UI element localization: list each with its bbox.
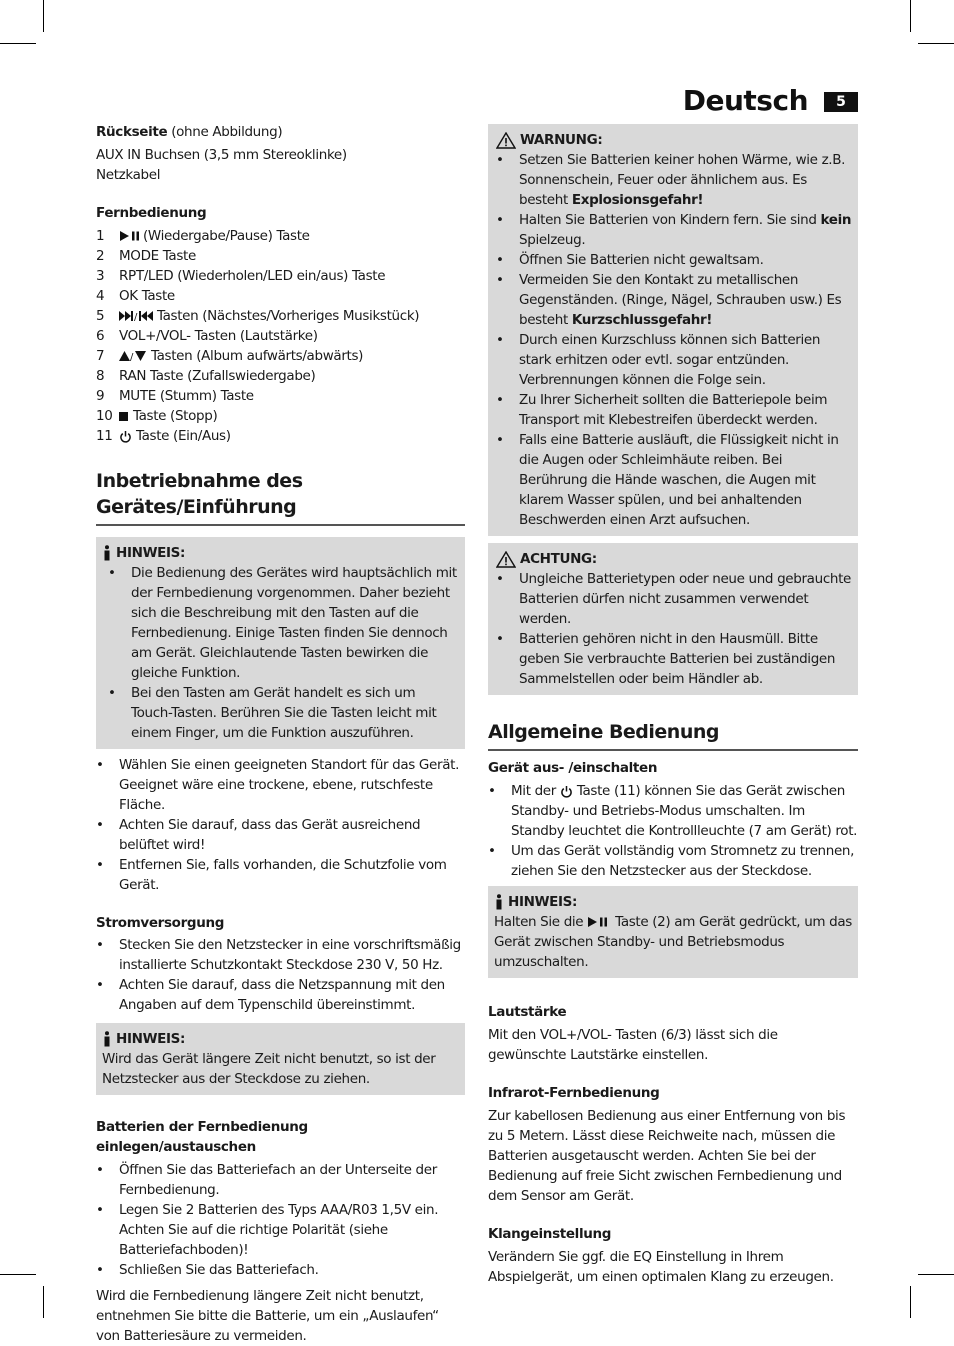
item-text: RPT/LED (Wiederholen/LED ein/aus) Taste [119,268,386,284]
rear-line: Netzkabel [96,167,161,183]
note-label: HINWEIS: [508,894,578,910]
item-text: Tasten (Nächstes/Vorheriges Musikstück) [153,308,420,324]
item-number: 3 [96,268,105,284]
ir-heading: Infrarot-Fernbedienung [488,1085,660,1101]
item-text: VOL+/VOL- Tasten (Lautstärke) [119,328,318,344]
item-text: Zu Ihrer Sicherheit sollten die Batteriepole beim Transport mit Klebestreifen überdeckt werden. [519,392,828,428]
item-text: Spielzeug. [519,232,586,248]
note-text: Wird das Gerät längere Zeit nicht benutzt, so ist der Netzstecker aus der Steckdose zu ziehen. [102,1051,436,1087]
crop-mark [918,1274,954,1275]
play-pause-icon [587,914,611,930]
item-text: Setzen Sie Batterien keiner hohen Wärme, wie z.B. Sonnenschein, Feuer oder ähnlichem aus. Es besteht [519,152,846,208]
rear-heading [96,122,465,142]
item-text: Durch einen Kurzschluss können sich Batterien stark erhitzen oder evtl. sogar entzünden. Verbrennungen können die Folge sein. [519,332,821,388]
remote-heading: Fernbedienung [96,205,207,221]
note-label: HINWEIS: [116,1031,186,1047]
list-item [96,266,465,286]
section-title: Inbetriebnahme des Gerätes/Einführung [96,468,465,526]
svg-text:/: / [134,312,138,322]
info-icon [102,545,112,561]
batteries-list [96,1160,465,1280]
item-emphasis: Explosionsgefahr! [571,192,704,208]
page-number-badge: 5 [824,92,858,112]
list-item [496,250,852,270]
note-heading [102,543,459,563]
list-item: • Öffnen Sie das Batteriefach an der Unterseite der Fernbedienung. [96,1160,465,1200]
power-list [96,935,465,1015]
list-item [96,346,465,366]
crop-mark [0,1274,36,1275]
caution-box [488,543,858,695]
item-text: Taste (11) können Sie das Gerät zwischen Standby- und Betriebs-Modus umschalten. Im Standby leuchtet die Kontrollleuchte (7 am Gerät) rot. [511,783,858,839]
warning-list [496,150,852,530]
up-down-icon [119,348,147,364]
list-item [488,781,858,841]
item-text: Vermeiden Sie den Kontakt zu metallischen Gegenständen. (Ringe, Nägel, Schrauben usw.) Es besteht [519,272,842,328]
item-number: 11 [96,428,113,444]
item-text: Taste (Ein/Aus) [132,428,231,444]
list-item: • Ungleiche Batterietypen oder neue und gebrauchte Batterien dürfen nicht zusammen verwendet werden. [496,569,852,629]
setup-list [96,755,465,895]
note-heading [494,892,852,912]
list-item [96,286,465,306]
note-text-part: Taste (2) am Gerät gedrückt, um das Gerät zwischen Standby- und Betriebsmodus umzuschalten. [494,914,852,970]
list-item: • Legen Sie 2 Batterien des Typs AAA/R03 1,5V ein. Achten Sie auf die richtige Polarität (siehe Batteriefachboden)! [96,1200,465,1260]
power-heading: Stromversorgung [96,915,225,931]
list-item [96,426,465,446]
note-box [488,886,858,978]
item-text: MUTE (Stumm) Taste [119,388,254,404]
item-text: RAN Taste (Zufallswiedergabe) [119,368,316,384]
page-language-title: Deutsch [682,84,808,117]
list-item: • Entfernen Sie, falls vorhanden, die Schutzfolie vom Gerät. [96,855,465,895]
left-column [96,122,465,1346]
warning-label: WARNUNG: [520,132,603,148]
item-number: 2 [96,248,105,264]
list-item [496,270,852,330]
note-box [96,537,465,749]
warning-triangle-icon [496,132,516,149]
caution-label: ACHTUNG: [520,551,597,567]
item-text: Öffnen Sie Batterien nicht gewaltsam. [519,252,764,268]
list-item [496,210,852,250]
caution-list [496,569,852,689]
play-pause-icon [119,228,143,244]
warning-triangle-icon [496,551,516,568]
item-text: Halten Sie Batterien von Kindern fern. Sie sind [519,212,821,228]
volume-text: Mit den VOL+/VOL- Tasten (6/3) lässt sich die gewünschte Lautstärke einstellen. [488,1027,778,1063]
list-item [96,226,465,246]
sound-heading: Klangeinstellung [488,1226,612,1242]
note-box [96,1023,465,1095]
item-emphasis: Kurzschlussgefahr! [571,312,713,328]
list-item: • Die Bedienung des Gerätes wird hauptsächlich mit der Fernbedienung vorgenommen. Daher bezieht sich die Beschreibung mit den Tasten auf die Fernbedienung. Einige Tasten finden Sie dennoch am Gerät. Gleichlautende Tasten bewirken die gleiche Funktion. [108,563,459,683]
info-icon [102,1031,112,1047]
item-text: Tasten (Album aufwärts/abwärts) [147,348,364,364]
rear-line: AUX IN Buchsen (3,5 mm Stereoklinke) [96,147,347,163]
rear-title-note: (ohne Abbildung) [167,124,283,140]
crop-mark [43,1286,44,1318]
remote-list [96,226,465,446]
sound-text: Verändern Sie ggf. die EQ Einstellung in Ihrem Abspielgerät, um einen optimalen Klang zu erzeugen. [488,1249,834,1285]
note-text [494,912,852,972]
crop-mark [910,0,911,32]
right-column [488,124,858,1287]
item-text: Falls eine Batterie ausläuft, die Flüssigkeit nicht in die Augen oder Schleimhäute reiben. Bei Berührung die Hände waschen, die Augen mit klarem Wasser spülen, und bei anhaltenden Beschwerden einen Arzt aufsuchen. [519,432,839,528]
item-number: 10 [96,408,113,424]
batteries-heading: Batterien der Fernbedienung einlegen/austauschen [96,1119,308,1155]
item-emphasis: kein [820,212,852,228]
batteries-footer: Wird die Fernbedienung längere Zeit nicht benutzt, entnehmen Sie bitte die Batterie, um ein „Auslaufen“ von Batteriesäure zu vermeiden. [96,1288,439,1344]
note-label: HINWEIS: [116,545,186,561]
list-item [96,406,465,426]
crop-mark [910,1286,911,1318]
warning-box [488,124,858,536]
item-text: OK Taste [119,288,175,304]
item-text: (Wiedergabe/Pause) Taste [143,228,310,244]
list-item: • Achten Sie darauf, dass das Gerät ausreichend belüftet wird! [96,815,465,855]
caution-heading [496,549,852,569]
onoff-heading: Gerät aus- /einschalten [488,760,658,776]
list-item: • Stecken Sie den Netzstecker in eine vorschriftsmäßig installierte Schutzkontakt Steckdose 230 V, 50 Hz. [96,935,465,975]
warning-heading [496,130,852,150]
svg-text:/: / [130,352,134,362]
item-number: 5 [96,308,105,324]
item-number: 6 [96,328,105,344]
item-number: 8 [96,368,105,384]
section-title: Allgemeine Bedienung [488,719,858,751]
power-icon [119,428,132,444]
note-heading [102,1029,459,1049]
list-item: • Schließen Sie das Batteriefach. [96,1260,465,1280]
rear-title: Rückseite [96,124,168,140]
crop-mark [43,0,44,32]
power-icon [560,783,573,799]
note-text-part: Halten Sie die [494,914,588,930]
item-text: MODE Taste [119,248,196,264]
list-item [96,386,465,406]
list-item [96,326,465,346]
item-number: 1 [96,228,105,244]
list-item: • Achten Sie darauf, dass die Netzspannung mit den Angaben auf dem Typenschild übereinstimmt. [96,975,465,1015]
onoff-list [488,781,858,881]
list-item [96,246,465,266]
item-number: 7 [96,348,105,364]
list-item [96,366,465,386]
item-text: Taste (Stopp) [129,408,218,424]
item-text: Mit der [511,783,560,799]
list-item: • Um das Gerät vollständig vom Stromnetz zu trennen, ziehen Sie den Netzstecker aus der Steckdose. [488,841,858,881]
info-icon [494,894,504,910]
stop-icon [119,408,129,424]
list-item [496,390,852,430]
note-list [108,563,459,743]
list-item [496,430,852,530]
crop-mark [0,43,36,44]
list-item [496,150,852,210]
list-item [96,306,465,326]
list-item [496,330,852,390]
ir-text: Zur kabellosen Bedienung aus einer Entfernung von bis zu 5 Metern. Lässt diese Reichweite nach, müssen die Batterien ausgetauscht werden. Achten Sie bei der Bedienung auf freie Sicht zwischen Fernbedienung und dem Sensor am Gerät. [488,1108,846,1204]
list-item: • Wählen Sie einen geeigneten Standort für das Gerät. Geeignet wäre eine trockene, ebene, rutschfeste Fläche. [96,755,465,815]
skip-icon [119,308,153,324]
crop-mark [918,43,954,44]
item-number: 4 [96,288,105,304]
list-item: • Batterien gehören nicht in den Hausmüll. Bitte geben Sie verbrauchte Batterien bei zuständigen Sammelstellen oder beim Händler ab. [496,629,852,689]
item-number: 9 [96,388,105,404]
list-item: • Bei den Tasten am Gerät handelt es sich um Touch-Tasten. Berühren Sie die Tasten leicht mit einem Finger, um die Funktion auszuführen. [108,683,459,743]
volume-heading: Lautstärke [488,1004,567,1020]
